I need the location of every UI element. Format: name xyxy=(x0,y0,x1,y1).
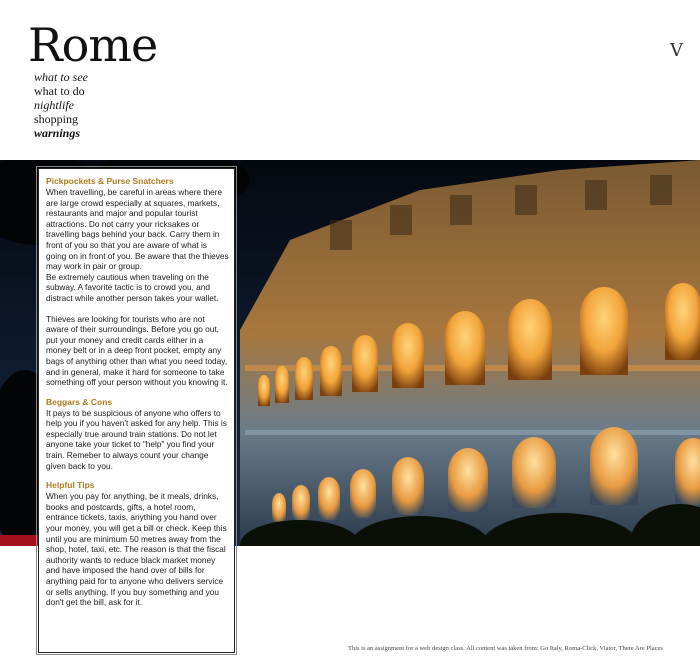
nav-item-nightlife[interactable]: nightlife xyxy=(34,98,74,112)
section-heading-helpful-tips: Helpful Tips xyxy=(46,480,95,491)
paragraph-beggars-1: It pays to be suspicious of anyone who offers to help you if you haven't asked for any help. This is especially true around train stations. Do not let anyone take your ticket to "help" you find your train. Remeber to always count your change given back to you. xyxy=(46,407,227,471)
page-title: Rome xyxy=(28,18,158,72)
nav-item-what-to-see[interactable]: what to see xyxy=(34,70,88,84)
nav-item-what-to-do[interactable]: what to do xyxy=(34,84,85,98)
footer-credit: This is an assignment for a web design class. All content was taken from: Go Italy, Roma-Click, Viator, There Are Places xyxy=(348,645,663,652)
paragraph-pickpockets-3: Thieves are looking for tourists who are not aware of their surroundings. Before you go out, put your money and credit cards either in a money belt or in a deep front pocket, empty any bags of anything other than what you need today, and in general, make it hard for someone to take something off your person without you knowing it. xyxy=(46,313,228,388)
paragraph-helpful-tips-1: When you pay for anything, be it meals, drinks, books and postcards, gifts, a hotel room, entrance tickets, taxis, anything you hand over your money, you will get a bill or check. Keep this until you are minimum 50 metres away from the shop, hotel, taxi, etc. The reason is that the fiscal authority wants to reduce black market money and have imposed the hand over of bills for anything paid for to anyone who delivers service or sells anything. If you buy something and you don't get the bill, ask for it. xyxy=(46,491,227,608)
warnings-content-panel xyxy=(38,168,235,653)
site-header xyxy=(0,0,700,160)
main-nav xyxy=(34,70,88,140)
section-heading-pickpockets: Pickpockets & Purse Snatchers xyxy=(46,176,174,186)
corner-logo[interactable]: V xyxy=(670,40,683,61)
nav-item-shopping[interactable]: shopping xyxy=(34,112,79,126)
paragraph-pickpockets-2: Be extremely cautious when traveling on the subway. A favorite tactic is to crowd you, and distract while another person takes your wallet. xyxy=(46,271,219,303)
section-heading-beggars: Beggars & Cons xyxy=(46,396,113,407)
nav-item-warnings[interactable]: warnings xyxy=(34,126,81,140)
paragraph-pickpockets-1: When travelling, be careful in areas where there are large crowd especially at squares, markets, restaurants and major and popular tourist attractions. Do not carry your ricksakes or travelling bags behind your back. Carry them in front of you so that you are aware of what is going on in front of you. Be aware that the thieves may work in pair or group. xyxy=(46,187,229,272)
